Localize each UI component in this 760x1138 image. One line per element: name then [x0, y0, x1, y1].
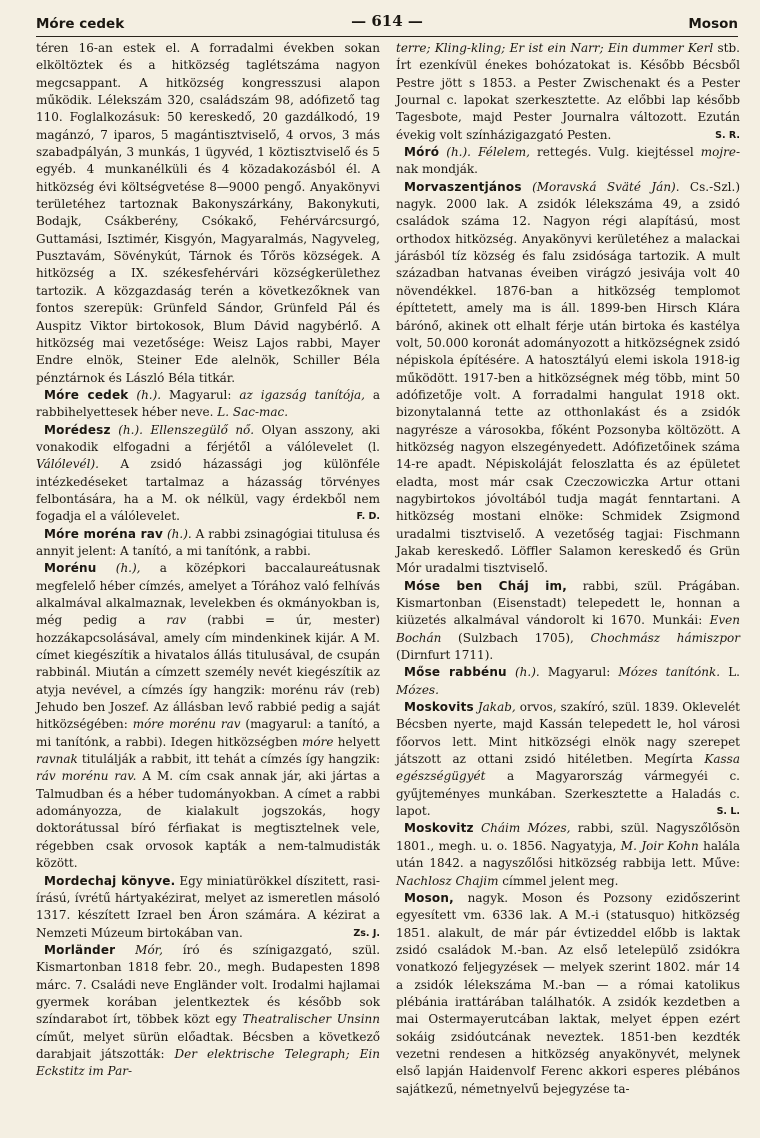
entry-text: Olyan asszony, aki vonakodik elfogadni a férjétől a válólevelet (l.	[36, 422, 381, 454]
dictionary-entry	[36, 387, 380, 422]
entry-italic-text: ráv morénu rav.	[36, 769, 137, 784]
entry-italic-text: Mózes tanítónk.	[618, 665, 721, 680]
entry-italic-text: Nachlosz Chajim	[396, 873, 499, 888]
entry-headword: Moskovits	[404, 700, 474, 715]
entry-lang-tag: (h.).	[439, 145, 471, 160]
entry-lang-tag: (h.),	[96, 561, 141, 576]
entry-lang-tag: (h.).	[163, 526, 192, 541]
entry-italic-text: ravnak	[36, 752, 78, 767]
left-column	[36, 40, 380, 1081]
entry-italic-text: Ellenszegülő nő.	[142, 422, 255, 437]
running-head-left: Móre cedek	[36, 16, 125, 32]
dictionary-entry	[36, 873, 380, 942]
entry-italic-text: Kassa egészségügyét	[396, 752, 740, 784]
entry-italic-text: Mózes.	[396, 682, 439, 697]
entry-headword: Morédesz	[44, 422, 111, 437]
entry-text: titulálják a rabbit, itt tehát a címzés így hangzik:	[77, 752, 380, 767]
entry-lang-tag: (h.).	[110, 422, 143, 437]
entry-text: rabbi, szül. Nagyszőlősön 1801., megh. u. o. 1856. Nagyatyja,	[396, 821, 740, 853]
entry-text: címűt, melyet sürün előadtak. Bécsben a következő darabjait játszották:	[36, 1029, 380, 1061]
dictionary-entry	[396, 179, 740, 578]
continued-text	[36, 40, 380, 387]
right-column	[396, 40, 740, 1098]
page-number: — 614 —	[351, 12, 423, 30]
entry-text: téren 16-an estek el. A forradalmi években sokan elköltöztek és a hitközség taglétszáma nagyon megcsappant. A hitközség kongresszusi alapon működik. Lélekszám 320, családszám 98, adófizető tag 110. Foglalkozásuk: 50 kereskedő, 20 gazdálkodó, 19 magánzó, 7 iparos, 5 magántisztviselő, 4 orvos, 3 más szabadpályán, 3 munkás, 1 ügyvéd, 1 köztisztviselő és 5 egyéb. 4 munkanélküli és 4 közadakozásból él. A hitközség évi költségvetése 8—9000 pengő. Anyakönyvi területéhez tartoznak Bakonyszárkány, Bakonykuti, Bodajk, Csákberény, Csókakő, Fehérvárcsurgó, Guttamási, Isztimér, Kisgyón, Magyaralmás, Nagyveleg, Pusztavám, Sövénykút, Tárnok és Tőrös községek. A hitközség a IX. székesfehérvári községkerülethez tartozik. A közgazdaság terén a következőknek van fontos szerepük: Grünfeld Sándor, Grünfeld Pál és Auspitz Viktor birtokosok, Blum Dávid nagybérlő. A hitközség mai vezetősége: Weisz Lajos rabbi, Mayer Endre elnök, Steiner Ede alelnök, Schiller Béla pénztárnok és László Béla titkár.	[36, 41, 380, 385]
entry-text: rabbi, szül. Prágában. Kismartonban (Eisenstadt) telepedett le, honnan a kiüzetés alkalmával vándorolt ki 1670. Munkái:	[396, 578, 741, 628]
entry-italic-text: Válólevél).	[36, 457, 99, 472]
dictionary-entry	[36, 560, 380, 872]
entry-italic-text: móre morénu rav	[132, 717, 241, 732]
entry-text: A rabbi zsinagógiai titulusa és annyit jelent: A tanító, a mi tanítónk, a rabbi.	[36, 526, 380, 558]
entry-headword: Mordechaj könyve.	[44, 873, 176, 888]
entry-italic-text: Félelem,	[470, 145, 530, 160]
entry-text: -nak mondják.	[396, 145, 740, 177]
entry-text: helyett	[333, 734, 380, 749]
entry-italic-text: mojre	[700, 145, 736, 160]
entry-text: stb. Írt ezenkívül énekes bohózatokat is. Később Bécsből Pestre jött s 1853. a Pester Zwischenakt és a Pester Journal c. lapokat szerkesztette. Az előbbi lap később Tagesbote, majd Pester Journalra változott. Ezután évekig volt színházigazgató Pesten.	[396, 41, 740, 142]
entry-italic-text: Mór,	[115, 942, 163, 957]
author-signature: S. L.	[716, 806, 740, 818]
entry-italic-text: Chochmász hámiszpor	[590, 630, 740, 645]
entry-headword: Móre cedek	[44, 387, 129, 402]
page-header	[36, 12, 738, 36]
entry-text: nagyk. Moson és Pozsony ezidőszerint egyesített vm. 6336 lak. A M.-i (statusquo) hitközség 1851. alakult, de már pár évtizeddel előbb is laktak zsidó családok M.-ban. Az első letelepülő zsidókra vonatkozó feljegyzések — melyek szerint 1802. már 14 a zsidók lélekszáma M.-ban — a római katolikus plébánia irattárában találhatók. A zsidók kezdetben a mai Ostermayerutcában laktak, melyet éppen ezért sokáig zsidóutcának neveztek. 1851-ben kezdték vezetni rendesen a hitközség anyakönyvét, melynek első lapján Haidenvolf Ferenc akkori esperes plébános sajátkezű, németnyelvű bejegyzése ta-	[396, 890, 740, 1096]
entry-text: (rabbi = úr, mester) hozzákapcsolásával, amely cím mindenkinek kijár. A M. címet kiegészítik a hivatalos állás titulusával, de csupán rabbinál. Miután a címzett személy nevét kiegészítik az atyja nevével, a címzés így hangzik: morénu ráv (reb) Jehudo ben Joszef. Az állásban levő rabbié pedig a saját hitközségében:	[36, 613, 381, 732]
entry-text: Egy miniatürökkel díszitett, rasi-írású, ívrétű hártyakézirat, melyet az ismeretlen másoló 1317. készített Izrael ben Áron számára. A kézirat a Nemzeti Múzeum birtokában van.	[36, 873, 380, 940]
running-head-right: Moson	[688, 16, 738, 32]
entry-headword: Morénu	[44, 561, 97, 576]
entry-text: Magyarul:	[539, 665, 619, 680]
entry-text: Magyarul:	[161, 387, 240, 402]
dictionary-entry	[396, 664, 740, 699]
dictionary-entry	[396, 578, 740, 665]
header-rule	[36, 36, 738, 37]
entry-text: (magyarul: a tanító, a mi tanítónk, a rabbi). Idegen hitközségben	[36, 717, 380, 749]
dictionary-entry	[396, 699, 740, 820]
entry-italic-text: rav	[166, 613, 187, 628]
entry-text: rettegés. Vulg. kiejtéssel	[529, 145, 701, 160]
entry-italic-text: (Moravská Sväté Ján)	[521, 179, 676, 194]
dictionary-entry	[396, 144, 740, 179]
dictionary-entry	[36, 422, 380, 526]
entry-italic-text: az igazság tanítója,	[239, 387, 365, 402]
entry-text: L.	[720, 665, 740, 680]
entry-headword: Morvaszentjános	[404, 179, 522, 194]
entry-text: a Magyarország vármegyéi c. gyűjteményes munkában. Szerkesztette a Haladás c. lapot.	[396, 769, 740, 819]
entry-text: (Dirnfurt 1711).	[396, 648, 494, 663]
dictionary-entry	[36, 942, 380, 1081]
entry-italic-text: Cháim Mózes,	[473, 821, 571, 836]
entry-headword: Morländer	[44, 942, 116, 957]
entry-italic-text: Jakab,	[473, 700, 516, 715]
continued-text	[396, 40, 740, 144]
entry-text: . Cs.-Szl.) nagyk. 2000 lak. A zsidók lélekszáma 49, a zsidó családok száma 12. Nagyon régi alapítású, most orthodox hitközség. Anyakönyvi kerületéhez a malackai járásból tíz község és falu zsidósága tartozik. A mult században hatvanas éveiben virágzó jesivája volt 40 növendékkel. 1876-ban a hitközség templomot építtetett, amely ma is áll. 1899-ben Hirsch Klára bárónő, akinek ott elhalt férje után birtoka és kastélya volt, 50.000 koronát adományozott a hitközségnek zsidó népiskola építésére. A hatosztályú elemi iskola 1918-ig működött. 1917-ben a hitközségnek még több, mint 50 adófizetője volt. A forradalmi hangulat 1918 okt. bizonytalanná tette az otthonlakást és a zsidók nagyrésze a városokba, főként Pozsonyba költözött. A hitközség nagyon elszegényedett. Adófizetőinek száma 14-re apadt. Népiskoláját feloszlatta és az épületet eladta, most már csak Czeczowiczka Artur ottani nagybirtokos jóvoltából tudja magát fenntartani. A hitközség mostani elnöke: Schmidek Zsigmond uradalmi tisztviselő. A vezetőség tagjai: Fischmann Jakab kereskedő. Löffler Salamon kereskedő és Grün Mór uradalmi tisztviselő.	[396, 179, 741, 576]
entry-italic-text: Even Bochán	[396, 613, 740, 645]
entry-italic-text: L. Sac-mac.	[217, 405, 289, 420]
author-signature: F. D.	[356, 511, 380, 523]
entry-headword: Mőse rabbénu	[404, 665, 507, 680]
entry-text: címmel jelent meg.	[498, 873, 619, 888]
entry-text: a középkori baccalaureátusnak megfelelő héber címzés, amelyet a Tórához való felhívás alkalmával alkalmaznak, levelekben és okmányokban is, még pedig a	[36, 561, 380, 628]
entry-italic-text: Der elektrische Telegraph; Ein Eckstitz im Par-	[36, 1046, 380, 1079]
entry-italic-text: Theatralischer Unsinn	[242, 1012, 380, 1027]
entry-text: halála után 1842. a nagyszőlősi hitközség rabbija lett. Műve:	[396, 838, 741, 871]
entry-text: (Sulzbach 1705),	[441, 630, 591, 645]
author-signature: S. R.	[715, 129, 740, 141]
entry-italic-text: móre	[302, 734, 334, 749]
dictionary-entry	[396, 820, 740, 889]
dictionary-entry	[36, 526, 380, 561]
entry-text: a rabbihelyettesek héber neve.	[36, 387, 381, 420]
entry-headword: Móró	[404, 145, 440, 160]
entry-headword: Móre moréna rav	[44, 526, 164, 541]
entry-lang-tag: (h.).	[506, 665, 540, 680]
entry-text: A zsidó házassági jog különféle intézkedéseket tartalmaz a házasság törvényes felbontására, ha a M. ok nélkül, vagy érdekből nem fogadja el a válólevelet.	[36, 457, 380, 524]
entry-italic-text: M. Joir Kohn	[620, 838, 699, 853]
entry-lang-tag: (h.).	[128, 387, 162, 402]
entry-headword: Moson,	[404, 890, 454, 905]
author-signature: Zs. J.	[353, 927, 380, 939]
entry-text: A M. cím csak annak jár, aki jártas a Talmudban és a héber tudományokban. A címet a rabbi adományozza, de kialakult jogszokás, hogy doktorátussal bíró férfiakat is megtisztelnek vele, régebben csak orvosok kapták a nem-talmudisták között.	[36, 769, 380, 871]
dictionary-entry	[396, 890, 740, 1098]
entry-headword: Moskovitz	[404, 821, 474, 836]
entry-text: író és színigazgató, szül. Kismartonban 1818 febr. 20., megh. Budapesten 1898 márc. 7. Családi neve Engländer volt. Irodalmi hajlamai gyermek korában jelentkeztek és később sok színdarabot írt, többek közt egy	[36, 942, 381, 1027]
entry-text: orvos, szakíró, szül. 1839. Oklevelét Bécsben nyerte, majd Kassán telepedett le, hol városi főorvos lett. Mint hitközségi elnök nagy szerepet játszott az ottani zsidó hitéletben. Megírta	[396, 700, 741, 767]
entry-italic-text: terre; Kling-kling; Er ist ein Narr; Ein dummer Kerl	[396, 41, 714, 55]
entry-headword: Móse ben Cháj im,	[404, 578, 568, 593]
